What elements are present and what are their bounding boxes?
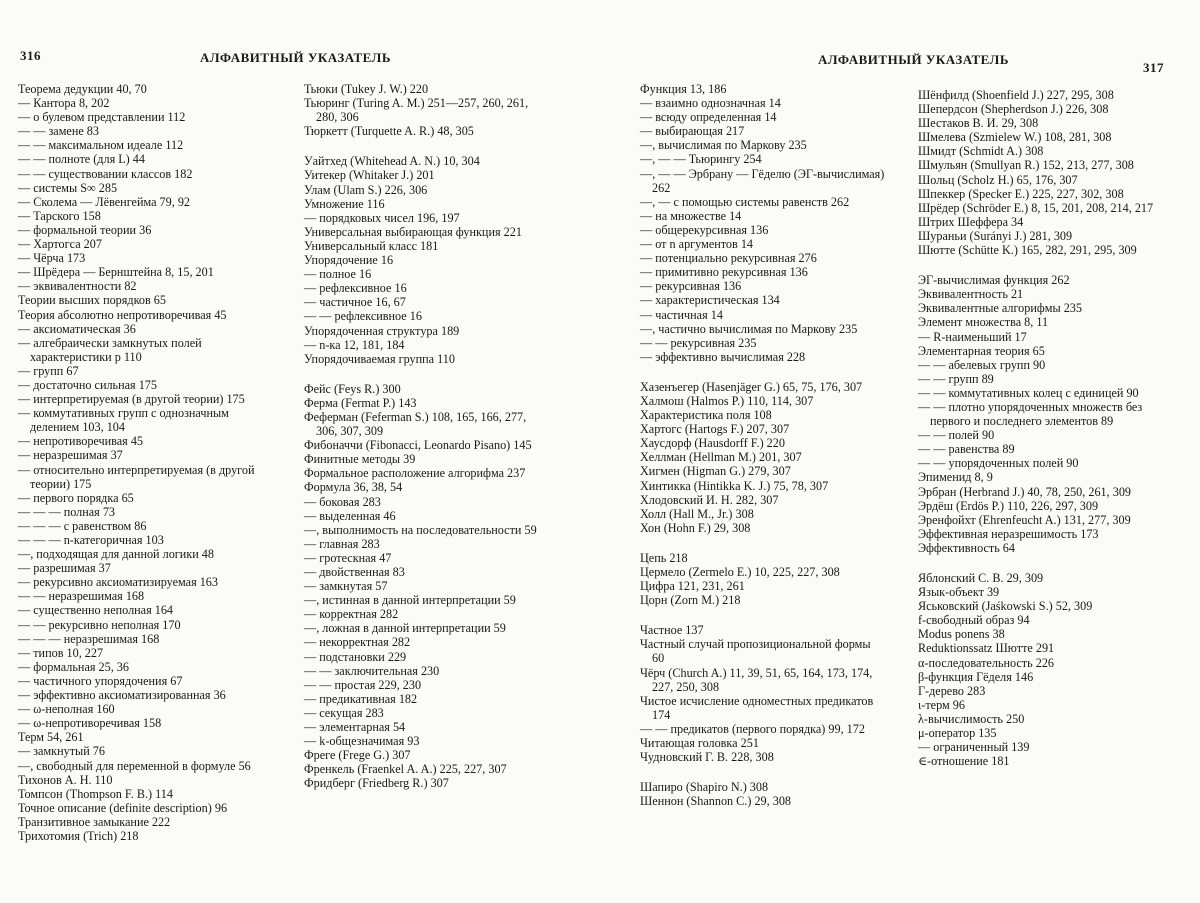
index-entry: Финитные методы 39 bbox=[304, 452, 549, 466]
left-page bbox=[0, 0, 600, 903]
index-entry: — формальная 25, 36 bbox=[18, 660, 268, 674]
index-entry: Теории высших порядков 65 bbox=[18, 293, 268, 307]
index-entry: — достаточно сильная 175 bbox=[18, 378, 268, 392]
index-entry: — Тарского 158 bbox=[18, 209, 268, 223]
index-entry: Хартогс (Hartogs F.) 207, 307 bbox=[640, 422, 885, 436]
index-entry: — интерпретируемая (в другой теории) 175 bbox=[18, 392, 268, 406]
index-entry: — первого порядка 65 bbox=[18, 491, 268, 505]
index-entry: — ω-непротиворечивая 158 bbox=[18, 716, 268, 730]
index-entry: — существенно неполная 164 bbox=[18, 603, 268, 617]
index-entry: Эпименид 8, 9 bbox=[918, 470, 1168, 484]
index-entry: — — групп 89 bbox=[918, 372, 1168, 386]
index-entry: Чудновский Г. В. 228, 308 bbox=[640, 750, 885, 764]
index-entry: — — абелевых групп 90 bbox=[918, 358, 1168, 372]
index-entry: Универсальная выбирающая функция 221 bbox=[304, 225, 549, 239]
index-entry: — групп 67 bbox=[18, 364, 268, 378]
index-entry: — аксиоматическая 36 bbox=[18, 322, 268, 336]
index-entry: ЭГ-вычислимая функция 262 bbox=[918, 273, 1168, 287]
index-entry: Шеннон (Shannon C.) 29, 308 bbox=[640, 794, 885, 808]
index-entry: — порядковых чисел 196, 197 bbox=[304, 211, 549, 225]
index-entry: Ферма (Fermat P.) 143 bbox=[304, 396, 549, 410]
index-entry: Шрёдер (Schröder E.) 8, 15, 201, 208, 214, 217 bbox=[918, 201, 1168, 215]
index-entry: — рекурсивная 136 bbox=[640, 279, 885, 293]
index-entry: — ограниченный 139 bbox=[918, 740, 1168, 754]
section-gap bbox=[918, 257, 1168, 273]
index-entry: — общерекурсивная 136 bbox=[640, 223, 885, 237]
index-entry: — системы S∞ 285 bbox=[18, 181, 268, 195]
index-entry: Хигмен (Higman G.) 279, 307 bbox=[640, 464, 885, 478]
index-entry: — примитивно рекурсивная 136 bbox=[640, 265, 885, 279]
index-entry: — — — с равенством 86 bbox=[18, 519, 268, 533]
index-entry: — — — n-категоричная 103 bbox=[18, 533, 268, 547]
index-entry: — Хартогса 207 bbox=[18, 237, 268, 251]
index-entry: — секущая 283 bbox=[304, 706, 549, 720]
index-entry: Тьюринг (Turing A. M.) 251—257, 260, 261, 280, 306 bbox=[304, 96, 549, 124]
index-entry: — рекурсивно аксиоматизируемая 163 bbox=[18, 575, 268, 589]
index-entry: Чёрч (Church A.) 11, 39, 51, 65, 164, 173, 174, 227, 250, 308 bbox=[640, 666, 885, 694]
section-gap bbox=[304, 366, 549, 382]
index-entry: Шмульян (Smullyan R.) 152, 213, 277, 308 bbox=[918, 158, 1168, 172]
index-entry: Фридберг (Friedberg R.) 307 bbox=[304, 776, 549, 790]
index-entry: Хазенъегер (Hasenjäger G.) 65, 75, 176, 307 bbox=[640, 380, 885, 394]
index-entry: — — плотно упорядоченных множеств без первого и последнего элементов 89 bbox=[918, 400, 1168, 428]
index-entry: Эффективная неразрешимость 173 bbox=[918, 527, 1168, 541]
index-entry: — частичное 16, 67 bbox=[304, 295, 549, 309]
index-entry: Фибоначчи (Fibonacci, Leonardo Pisano) 145 bbox=[304, 438, 549, 452]
index-entry: — всюду определенная 14 bbox=[640, 110, 885, 124]
index-entry: Элементарная теория 65 bbox=[918, 344, 1168, 358]
index-entry: — непротиворечивая 45 bbox=[18, 434, 268, 448]
index-entry: — — полей 90 bbox=[918, 428, 1168, 442]
index-entry: Френкель (Fraenkel A. A.) 225, 227, 307 bbox=[304, 762, 549, 776]
index-entry: Шестаков В. И. 29, 308 bbox=[918, 116, 1168, 130]
section-gap bbox=[640, 607, 885, 623]
index-entry: Формальное расположение алгорифма 237 bbox=[304, 466, 549, 480]
index-entry: Reduktionssatz Шютте 291 bbox=[918, 641, 1168, 655]
index-entry: Эквивалентные алгорифмы 235 bbox=[918, 301, 1168, 315]
index-entry: — разрешимая 37 bbox=[18, 561, 268, 575]
index-entry: Штрих Шеффера 34 bbox=[918, 215, 1168, 229]
index-entry: —, выполнимость на последовательности 59 bbox=[304, 523, 549, 537]
index-entry: Универсальный класс 181 bbox=[304, 239, 549, 253]
index-entry: Томпсон (Thompson F. B.) 114 bbox=[18, 787, 268, 801]
index-entry: Хон (Hohn F.) 29, 308 bbox=[640, 521, 885, 535]
index-entry: Холл (Hall M., Jr.) 308 bbox=[640, 507, 885, 521]
index-entry: — типов 10, 227 bbox=[18, 646, 268, 660]
index-entry: Эренфойхт (Ehrenfeucht A.) 131, 277, 309 bbox=[918, 513, 1168, 527]
index-entry: — замкнутый 76 bbox=[18, 744, 268, 758]
index-entry: — характеристическая 134 bbox=[640, 293, 885, 307]
index-entry: ι-терм 96 bbox=[918, 698, 1168, 712]
index-entry: — — упорядоченных полей 90 bbox=[918, 456, 1168, 470]
index-entry: Уайтхед (Whitehead A. N.) 10, 304 bbox=[304, 154, 549, 168]
index-entry: —, — — Эрбрану — Гёделю (ЭГ-вычислимая) 262 bbox=[640, 167, 885, 195]
index-entry: Чистое исчисление одноместных предикатов 174 bbox=[640, 694, 885, 722]
section-gap bbox=[640, 764, 885, 780]
index-entry: Терм 54, 261 bbox=[18, 730, 268, 744]
index-entry: β-функция Гёделя 146 bbox=[918, 670, 1168, 684]
index-entry: — — рекурсивная 235 bbox=[640, 336, 885, 350]
index-entry: Читающая головка 251 bbox=[640, 736, 885, 750]
index-entry: Феферман (Feferman S.) 108, 165, 166, 277, 306, 307, 309 bbox=[304, 410, 549, 438]
index-entry: Хинтикка (Hintikka K. J.) 75, 78, 307 bbox=[640, 479, 885, 493]
index-entry: Шмидт (Schmidt A.) 308 bbox=[918, 144, 1168, 158]
index-entry: — — рефлексивное 16 bbox=[304, 309, 549, 323]
index-entry: — замкнутая 57 bbox=[304, 579, 549, 593]
index-entry: Modus ponens 38 bbox=[918, 627, 1168, 641]
index-entry: — неразрешимая 37 bbox=[18, 448, 268, 462]
section-gap bbox=[918, 555, 1168, 571]
index-entry: Хеллман (Hellman M.) 201, 307 bbox=[640, 450, 885, 464]
index-entry: Трихотомия (Trich) 218 bbox=[18, 829, 268, 843]
index-entry: Яблонский С. В. 29, 309 bbox=[918, 571, 1168, 585]
index-entry: — — полноте (для L) 44 bbox=[18, 152, 268, 166]
section-gap bbox=[640, 364, 885, 380]
index-entry: Характеристика поля 108 bbox=[640, 408, 885, 422]
index-entry: — — равенства 89 bbox=[918, 442, 1168, 456]
index-entry: μ-оператор 135 bbox=[918, 726, 1168, 740]
index-entry: Эффективность 64 bbox=[918, 541, 1168, 555]
index-entry: Тихонов А. Н. 110 bbox=[18, 773, 268, 787]
right-page bbox=[600, 0, 1200, 903]
index-entry: — — — полная 73 bbox=[18, 505, 268, 519]
index-entry: — гротескная 47 bbox=[304, 551, 549, 565]
index-entry: Элемент множества 8, 11 bbox=[918, 315, 1168, 329]
index-entry: Яськовский (Jaśkowski S.) 52, 309 bbox=[918, 599, 1168, 613]
section-gap bbox=[304, 138, 549, 154]
index-entry: — — рекурсивно неполная 170 bbox=[18, 618, 268, 632]
index-entry: — Сколема — Лёвенгейма 79, 92 bbox=[18, 195, 268, 209]
index-entry: Цорн (Zorn M.) 218 bbox=[640, 593, 885, 607]
index-entry: — рефлексивное 16 bbox=[304, 281, 549, 295]
index-entry: Улам (Ulam S.) 226, 306 bbox=[304, 183, 549, 197]
index-entry: —, истинная в данной интерпретации 59 bbox=[304, 593, 549, 607]
index-entry: Функция 13, 186 bbox=[640, 82, 885, 96]
index-entry: Хлодовский И. Н. 282, 307 bbox=[640, 493, 885, 507]
index-entry: — — замене 83 bbox=[18, 124, 268, 138]
index-entry: — — неразрешимая 168 bbox=[18, 589, 268, 603]
index-entry: — — существовании классов 182 bbox=[18, 167, 268, 181]
index-entry: Эрбран (Herbrand J.) 40, 78, 250, 261, 309 bbox=[918, 485, 1168, 499]
index-entry: —, — — Тьюрингу 254 bbox=[640, 152, 885, 166]
index-entry: Фреге (Frege G.) 307 bbox=[304, 748, 549, 762]
index-entry: Шураньи (Surányi J.) 281, 309 bbox=[918, 229, 1168, 243]
index-entry: — формальной теории 36 bbox=[18, 223, 268, 237]
index-entry: Халмош (Halmos P.) 110, 114, 307 bbox=[640, 394, 885, 408]
index-entry: Фейс (Feys R.) 300 bbox=[304, 382, 549, 396]
index-entry: Шмелева (Szmielew W.) 108, 281, 308 bbox=[918, 130, 1168, 144]
index-entry: — главная 283 bbox=[304, 537, 549, 551]
index-entry: Точное описание (definite description) 96 bbox=[18, 801, 268, 815]
index-column-2 bbox=[304, 82, 549, 791]
index-entry: — частичного упорядочения 67 bbox=[18, 674, 268, 688]
index-entry: — предикативная 182 bbox=[304, 692, 549, 706]
index-entry: — Кантора 8, 202 bbox=[18, 96, 268, 110]
index-entry: α-последовательность 226 bbox=[918, 656, 1168, 670]
index-entry: — подстановки 229 bbox=[304, 650, 549, 664]
index-entry: —, свободный для переменной в формуле 56 bbox=[18, 759, 268, 773]
index-entry: Цифра 121, 231, 261 bbox=[640, 579, 885, 593]
section-gap bbox=[640, 535, 885, 551]
index-entry: Шольц (Scholz H.) 65, 176, 307 bbox=[918, 173, 1168, 187]
index-entry: — коммутативных групп с однозначным делением 103, 104 bbox=[18, 406, 268, 434]
index-entry: Формула 36, 38, 54 bbox=[304, 480, 549, 494]
index-entry: — на множестве 14 bbox=[640, 209, 885, 223]
index-entry: Теорема дедукции 40, 70 bbox=[18, 82, 268, 96]
index-entry: Тюркетт (Turquette A. R.) 48, 305 bbox=[304, 124, 549, 138]
index-entry: Шёнфилд (Shoenfield J.) 227, 295, 308 bbox=[918, 88, 1168, 102]
index-entry: Упорядочиваемая группа 110 bbox=[304, 352, 549, 366]
index-entry: — алгебраически замкнутых полей характеристики p 110 bbox=[18, 336, 268, 364]
index-entry: Умножение 116 bbox=[304, 197, 549, 211]
index-entry: — — — неразрешимая 168 bbox=[18, 632, 268, 646]
index-entry: — R-наименьший 17 bbox=[918, 330, 1168, 344]
index-entry: — — максимальном идеале 112 bbox=[18, 138, 268, 152]
index-entry: — выбирающая 217 bbox=[640, 124, 885, 138]
index-entry: Хаусдорф (Hausdorff F.) 220 bbox=[640, 436, 885, 450]
index-entry: —, — с помощью системы равенств 262 bbox=[640, 195, 885, 209]
index-entry: Упорядоченная структура 189 bbox=[304, 324, 549, 338]
index-entry: — потенциально рекурсивная 276 bbox=[640, 251, 885, 265]
index-entry: Шепердсон (Shepherdson J.) 226, 308 bbox=[918, 102, 1168, 116]
index-entry: — полное 16 bbox=[304, 267, 549, 281]
right-running-head: АЛФАВИТНЫЙ УКАЗАТЕЛЬ bbox=[818, 52, 1009, 68]
index-entry: — частичная 14 bbox=[640, 308, 885, 322]
index-entry: Частный случай пропозициональной формы 60 bbox=[640, 637, 885, 665]
index-entry: Транзитивное замыкание 222 bbox=[18, 815, 268, 829]
index-entry: — некорректная 282 bbox=[304, 635, 549, 649]
index-entry: — взаимно однозначная 14 bbox=[640, 96, 885, 110]
index-entry: — — простая 229, 230 bbox=[304, 678, 549, 692]
index-entry: — элементарная 54 bbox=[304, 720, 549, 734]
index-entry: — корректная 282 bbox=[304, 607, 549, 621]
index-entry: — — заключительная 230 bbox=[304, 664, 549, 678]
index-entry: —, подходящая для данной логики 48 bbox=[18, 547, 268, 561]
index-entry: —, вычислимая по Маркову 235 bbox=[640, 138, 885, 152]
index-entry: ∈-отношение 181 bbox=[918, 754, 1168, 768]
index-entry: Эквивалентность 21 bbox=[918, 287, 1168, 301]
index-entry: — — предикатов (первого порядка) 99, 172 bbox=[640, 722, 885, 736]
index-column-1 bbox=[18, 82, 268, 843]
index-entry: — Чёрча 173 bbox=[18, 251, 268, 265]
index-entry: Цермело (Zermelo E.) 10, 225, 227, 308 bbox=[640, 565, 885, 579]
index-column-4 bbox=[918, 88, 1168, 768]
index-entry: —, частично вычислимая по Маркову 235 bbox=[640, 322, 885, 336]
right-page-number: 317 bbox=[1143, 60, 1164, 76]
index-entry: — от n аргументов 14 bbox=[640, 237, 885, 251]
left-running-head: АЛФАВИТНЫЙ УКАЗАТЕЛЬ bbox=[200, 50, 391, 66]
index-entry: — боковая 283 bbox=[304, 495, 549, 509]
index-entry: Частное 137 bbox=[640, 623, 885, 637]
index-entry: Уитекер (Whitaker J.) 201 bbox=[304, 168, 549, 182]
index-entry: Язык-объект 39 bbox=[918, 585, 1168, 599]
index-entry: — выделенная 46 bbox=[304, 509, 549, 523]
index-entry: Упорядочение 16 bbox=[304, 253, 549, 267]
index-column-3 bbox=[640, 82, 885, 808]
index-entry: — о булевом представлении 112 bbox=[18, 110, 268, 124]
index-entry: Шютте (Schütte K.) 165, 282, 291, 295, 309 bbox=[918, 243, 1168, 257]
index-entry: λ-вычислимость 250 bbox=[918, 712, 1168, 726]
index-entry: — ω-неполная 160 bbox=[18, 702, 268, 716]
index-entry: — Шрёдера — Бернштейна 8, 15, 201 bbox=[18, 265, 268, 279]
index-entry: f-свободный образ 94 bbox=[918, 613, 1168, 627]
index-entry: Тьюки (Tukey J. W.) 220 bbox=[304, 82, 549, 96]
index-entry: —, ложная в данной интерпретации 59 bbox=[304, 621, 549, 635]
index-entry: — эквивалентности 82 bbox=[18, 279, 268, 293]
index-entry: — эффективно вычислимая 228 bbox=[640, 350, 885, 364]
index-entry: Эрдёш (Erdös P.) 110, 226, 297, 309 bbox=[918, 499, 1168, 513]
index-entry: Теория абсолютно непротиворечивая 45 bbox=[18, 308, 268, 322]
index-entry: Цепь 218 bbox=[640, 551, 885, 565]
index-entry: — n-ка 12, 181, 184 bbox=[304, 338, 549, 352]
index-entry: — эффективно аксиоматизированная 36 bbox=[18, 688, 268, 702]
index-entry: — относительно интерпретируемая (в другой теории) 175 bbox=[18, 463, 268, 491]
left-page-number: 316 bbox=[20, 48, 41, 64]
index-entry: Шпеккер (Specker E.) 225, 227, 302, 308 bbox=[918, 187, 1168, 201]
index-entry: Γ-дерево 283 bbox=[918, 684, 1168, 698]
index-entry: — двойственная 83 bbox=[304, 565, 549, 579]
index-entry: — k-общезначимая 93 bbox=[304, 734, 549, 748]
index-entry: — — коммутативных колец с единицей 90 bbox=[918, 386, 1168, 400]
index-entry: Шапиро (Shapiro N.) 308 bbox=[640, 780, 885, 794]
